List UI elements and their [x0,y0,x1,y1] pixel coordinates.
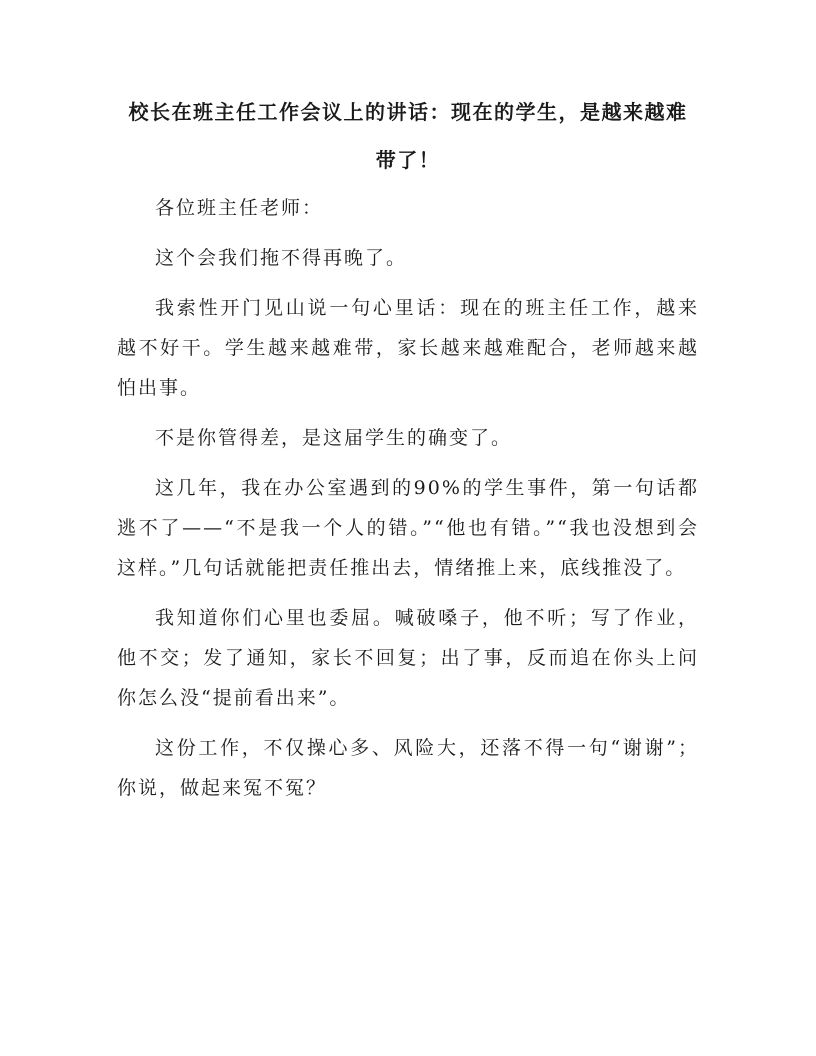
paragraph-main-point: 我索性开门见山说一句心里话：现在的班主任工作，越来越不好干。学生越来越难带，家长越来越难配合，老师越来越怕出事。 [117,297,699,399]
title-line-1: 校长在班主任工作会议上的讲话：现在的学生，是越来越难 [128,100,688,124]
title-line-2: 带了！ [375,148,441,172]
paragraph-grievances: 我知道你们心里也委屈。喊破嗓子，他不听；写了作业，他不交；发了通知，家长不回复；出了事，反而追在你头上问你怎么没“提前看出来”。 [117,607,699,709]
paragraph-thankless: 这份工作，不仅操心多、风险大，还落不得一句“谢谢”；你说，做起来冤不冤？ [117,737,699,799]
document-page [117,88,699,818]
paragraph-greeting: 各位班主任老师： [155,197,324,219]
paragraph-opening: 这个会我们拖不得再晚了。 [155,247,408,269]
document-title [117,88,699,184]
paragraph-excuses: 这几年，我在办公室遇到的90%的学生事件，第一句话都逃不了——“不是我一个人的错。”“他也有错。”“我也没想到会这样。”几句话就能把责任推出去，情绪推上来，底线推没了。 [117,477,699,579]
paragraph-students-changed: 不是你管得差，是这届学生的确变了。 [155,427,513,449]
